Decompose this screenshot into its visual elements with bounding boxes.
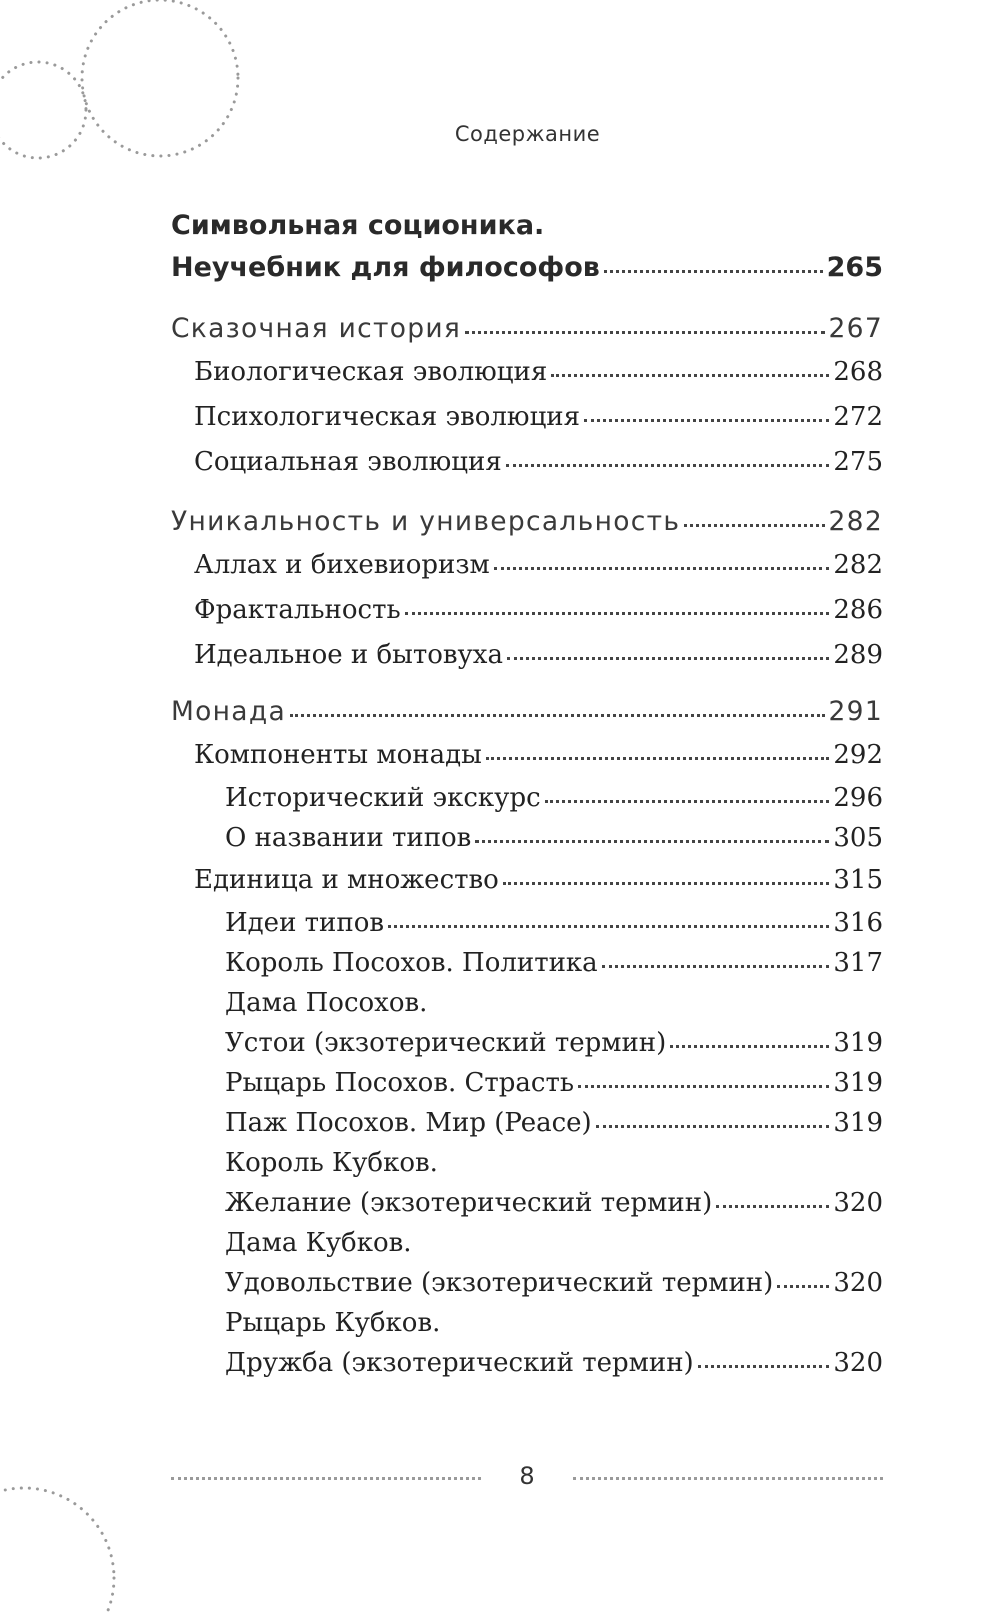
chapter-title: Монада	[171, 696, 287, 727]
dot-leader	[545, 799, 830, 803]
dot-leader	[507, 656, 829, 660]
section-page: 289	[833, 640, 883, 670]
dot-leader	[486, 756, 830, 760]
page-number: 8	[519, 1462, 535, 1490]
table-of-contents	[171, 205, 883, 1383]
subsection-title: О названии типов	[225, 823, 472, 853]
toc-subsection-entry[interactable]	[171, 903, 883, 943]
dot-leader	[670, 1044, 829, 1048]
subsection-page: 316	[833, 908, 883, 938]
toc-chapter-entry[interactable]	[171, 691, 883, 733]
toc-chapter-entry[interactable]	[171, 308, 883, 350]
dot-leader	[388, 924, 829, 928]
chapter-title: Уникальность и универсальность	[171, 506, 681, 537]
toc-subsection-entry[interactable]	[171, 1143, 883, 1223]
subsection-page: 317	[833, 948, 883, 978]
section-title: Идеальное и бытовуха	[194, 640, 503, 670]
section-title: Биологическая эволюция	[194, 357, 548, 387]
section-title: Фрактальность	[194, 595, 401, 625]
toc-subsection-entry[interactable]	[171, 1103, 883, 1143]
chapter-title: Сказочная история	[171, 313, 462, 344]
toc-section-entry[interactable]	[171, 395, 883, 440]
subsection-page: 319	[833, 1108, 883, 1138]
section-page: 268	[833, 357, 883, 387]
subsection-page: 296	[833, 783, 883, 813]
dot-leader	[604, 269, 823, 273]
toc-section-entry[interactable]	[171, 588, 883, 633]
subsection-page: 319	[833, 1028, 883, 1058]
toc-subsection-entry[interactable]	[171, 1223, 883, 1303]
subsection-title: Желание (экзотерический термин)	[225, 1188, 713, 1218]
toc-section-entry[interactable]	[171, 440, 883, 485]
subsection-page: 320	[833, 1268, 883, 1298]
toc-section-entry[interactable]	[171, 633, 883, 678]
subsection-title: Устои (экзотерический термин)	[225, 1028, 667, 1058]
dot-leader	[475, 839, 829, 843]
subsection-page: 320	[833, 1348, 883, 1378]
section-title: Социальная эволюция	[194, 447, 502, 477]
subsection-title: Удовольствие (экзотерический термин)	[225, 1268, 774, 1298]
dot-leader	[503, 881, 830, 885]
subsection-title-line-1: Дама Кубков.	[225, 1228, 412, 1258]
toc-subsection-entry[interactable]	[171, 943, 883, 983]
footer-dotted-rule-right	[573, 1477, 883, 1480]
toc-subsection-entry[interactable]	[171, 778, 883, 818]
subsection-title: Рыцарь Посохов. Страсть	[225, 1068, 575, 1098]
subsection-title-line-1: Дама Посохов.	[225, 988, 428, 1018]
dot-leader	[716, 1204, 829, 1208]
dot-leader	[684, 523, 824, 527]
toc-section-entry[interactable]	[171, 350, 883, 395]
running-head: Содержание	[454, 122, 601, 146]
dot-leader	[596, 1124, 830, 1128]
section-page: 292	[833, 740, 883, 770]
subsection-page: 305	[833, 823, 883, 853]
dot-leader	[698, 1364, 830, 1368]
dot-leader	[506, 463, 830, 467]
part-page: 265	[826, 252, 883, 283]
subsection-title: Идеи типов	[225, 908, 384, 938]
toc-subsection-entry[interactable]	[171, 818, 883, 858]
chapter-page: 282	[828, 506, 883, 537]
dot-leader	[405, 611, 830, 615]
dotted-circle-bottom	[0, 1488, 114, 1615]
dot-leader	[494, 566, 830, 570]
toc-section-entry[interactable]	[171, 858, 883, 903]
chapter-page: 291	[828, 696, 883, 727]
part-title-line-1: Символьная соционика.	[171, 210, 545, 241]
section-title: Аллах и бихевиоризм	[194, 550, 490, 580]
toc-section-entry[interactable]	[171, 733, 883, 778]
toc-section-entry[interactable]	[171, 543, 883, 588]
page-footer	[171, 1462, 883, 1492]
subsection-page: 319	[833, 1068, 883, 1098]
section-page: 272	[833, 402, 883, 432]
subsection-title: Паж Посохов. Мир (Peace)	[225, 1108, 592, 1138]
part-title-line-2: Неучебник для философов	[171, 252, 600, 283]
toc-subsection-entry[interactable]	[171, 1303, 883, 1383]
dot-leader	[290, 713, 825, 717]
dot-leader	[578, 1084, 829, 1088]
toc-part-entry[interactable]	[171, 205, 883, 289]
section-page: 282	[833, 550, 883, 580]
dot-leader	[465, 330, 824, 334]
toc-chapter-entry[interactable]	[171, 501, 883, 543]
section-title: Компоненты монады	[194, 740, 482, 770]
subsection-title: Исторический экскурс	[225, 783, 541, 813]
section-title: Психологическая эволюция	[194, 402, 581, 432]
section-page: 315	[833, 865, 883, 895]
dot-leader	[602, 964, 830, 968]
subsection-title: Дружба (экзотерический термин)	[225, 1348, 694, 1378]
toc-subsection-entry[interactable]	[171, 983, 883, 1063]
section-page: 286	[833, 595, 883, 625]
dot-leader	[777, 1284, 829, 1288]
dot-leader	[584, 418, 829, 422]
chapter-page: 267	[828, 313, 883, 344]
section-page: 275	[833, 447, 883, 477]
subsection-page: 320	[833, 1188, 883, 1218]
subsection-title-line-1: Рыцарь Кубков.	[225, 1308, 441, 1338]
section-title: Единица и множество	[194, 865, 499, 895]
dot-leader	[551, 373, 829, 377]
toc-subsection-entry[interactable]	[171, 1063, 883, 1103]
subsection-title-line-1: Король Кубков.	[225, 1148, 438, 1178]
subsection-title: Король Посохов. Политика	[225, 948, 598, 978]
